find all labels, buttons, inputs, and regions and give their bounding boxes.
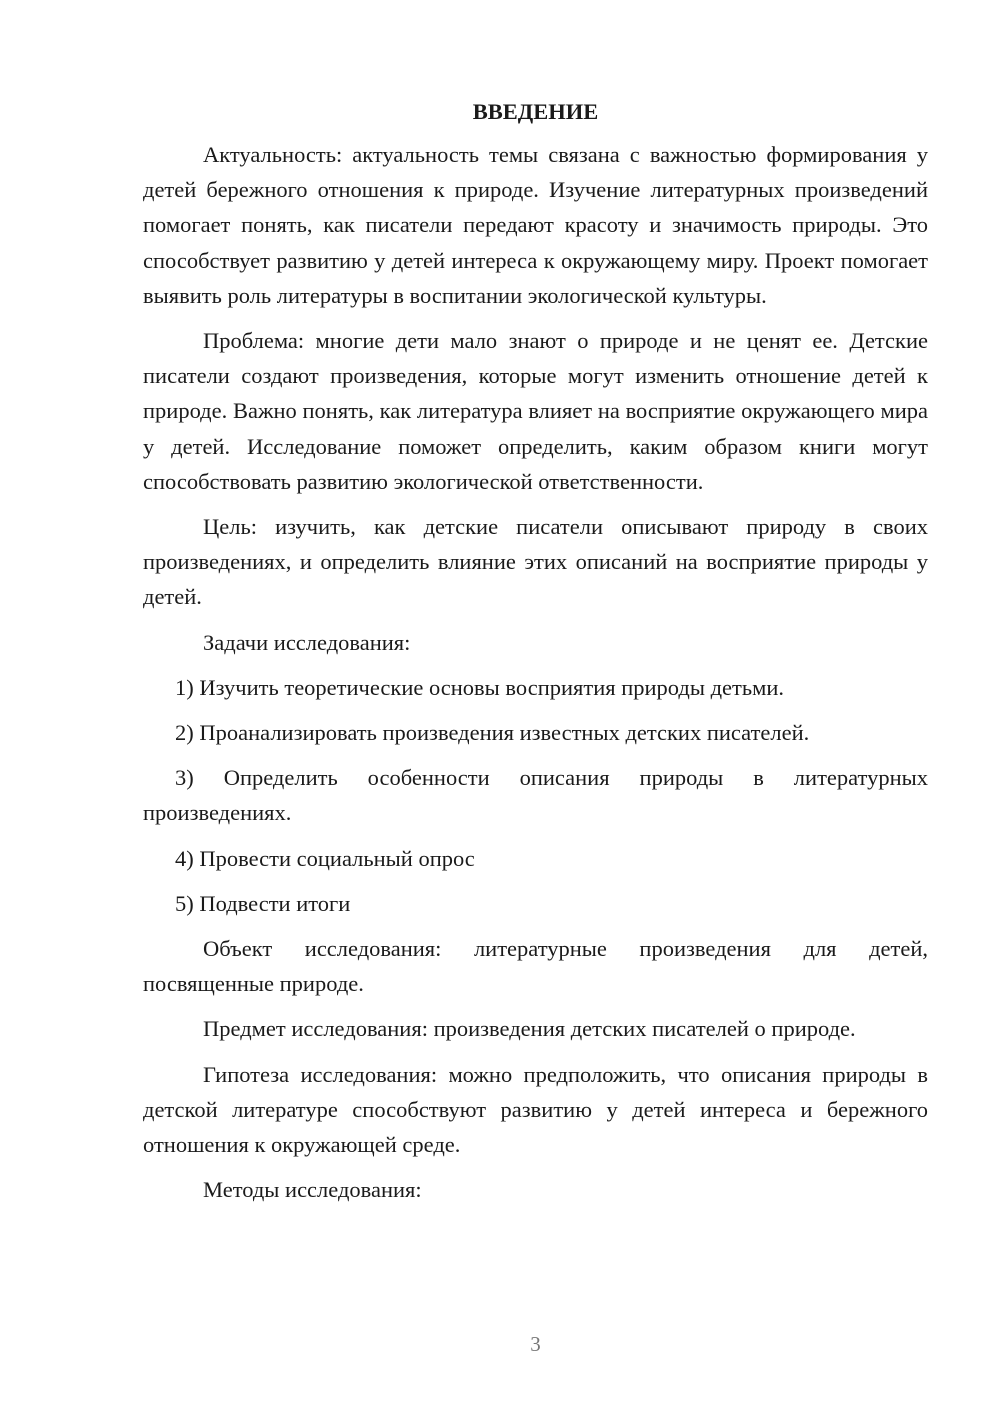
paragraph-problem: Проблема: многие дети мало знают о природе и не ценят ее. Детские писатели создают произведения, которые могут изменить отношение детей к природе. Важно понять, как литература влияет на восприятие окружающего мира у детей. Исследование поможет определить, каким образом книги могут способствовать развитию экологической ответственности. (143, 328, 928, 494)
paragraph-object: Объект исследования: литературные произведения для детей, посвященные природе. (143, 936, 928, 997)
task-item-5: 5) Подвести итоги (175, 890, 351, 916)
task-item-4: 4) Провести социальный опрос (175, 845, 475, 871)
page-number: 3 (530, 1332, 541, 1356)
section-heading: ВВЕДЕНИЕ (472, 99, 599, 124)
task-item-1: 1) Изучить теоретические основы восприятия природы детьми. (175, 674, 785, 700)
paragraph-tasks-title: Задачи исследования: (203, 629, 411, 655)
paragraph-relevance: Актуальность: актуальность темы связана с важностью формирования у детей бережного отношения к природе. Изучение литературных произведений помогает понять, как писатели передают красоту и значимость природы. Это способствует развитию у детей интереса к окружающему миру. Проект помогает выявить роль литературы в воспитании экологической культуры. (143, 142, 928, 308)
page-content (143, 94, 928, 1217)
paragraph-subject: Предмет исследования: произведения детских писателей о природе. (203, 1016, 856, 1042)
task-item-3: 3) Определить особенности описания природы в литературных произведениях. (143, 765, 928, 826)
paragraph-hypothesis: Гипотеза исследования: можно предположить, что описания природы в детской литературе способствуют развитию у детей интереса и бережного отношения к окружающей среде. (143, 1061, 928, 1158)
task-item-2: 2) Проанализировать произведения известных детских писателей. (175, 720, 810, 746)
paragraph-methods: Методы исследования: (203, 1177, 422, 1203)
paragraph-goal: Цель: изучить, как детские писатели описывают природу в своих произведениях, и определить влияние этих описаний на восприятие природы у детей. (143, 514, 928, 610)
